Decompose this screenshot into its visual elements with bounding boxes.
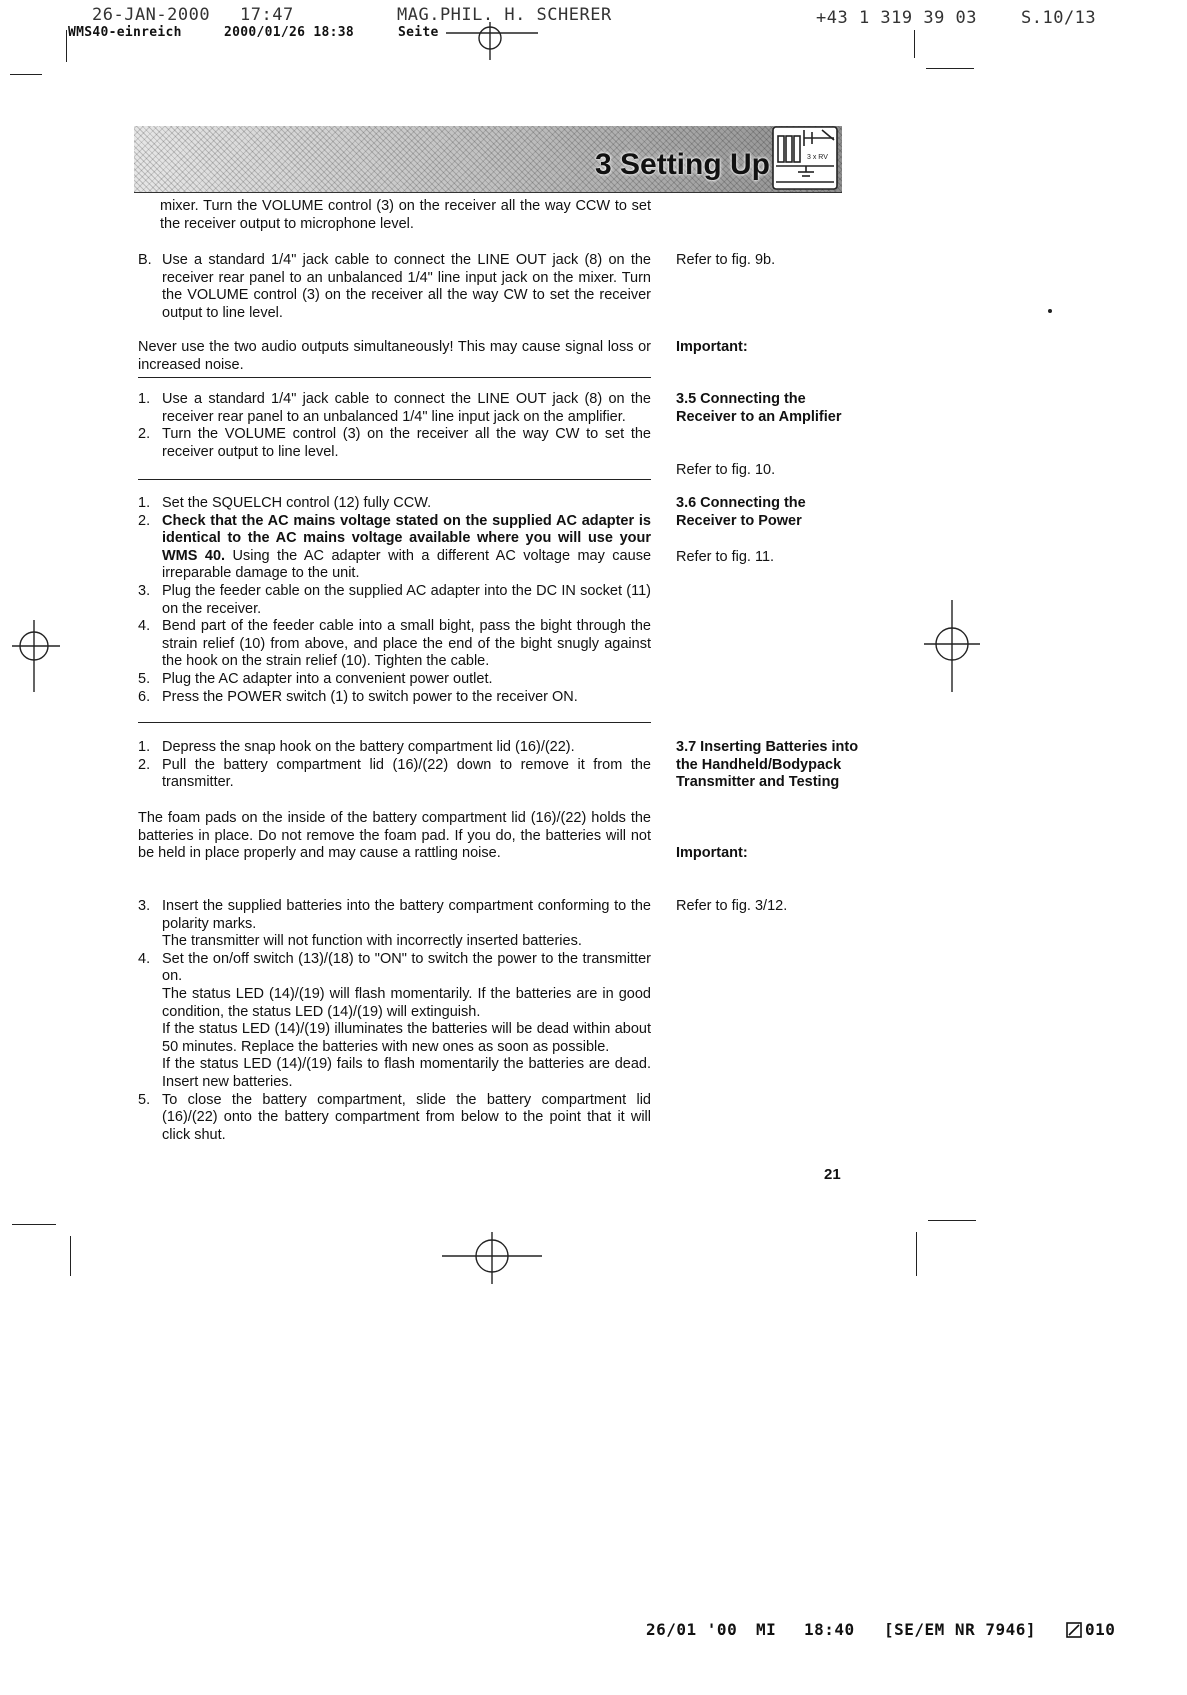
- registration-mark-left: [12, 620, 60, 700]
- crop-mark: [928, 1220, 976, 1221]
- section-37-steps-b: [138, 898, 651, 1144]
- crop-mark: [12, 1224, 56, 1225]
- section-37-steps-a: [138, 739, 651, 792]
- step-paragraph: If the status LED (14)/(19) fails to flash momentarily the batteries are dead. Insert new batteries.: [162, 1056, 651, 1090]
- fax-header-sender: MAG.PHIL. H. SCHERER: [397, 5, 612, 25]
- svg-text:3 x RV: 3 x RV: [807, 154, 828, 161]
- registration-mark-bottom: [442, 1228, 542, 1288]
- divider: [138, 479, 651, 480]
- circuit-icon: [772, 126, 838, 190]
- page-number: 21: [824, 1166, 841, 1183]
- doc-date: 2000/01/26 18:38: [224, 25, 355, 40]
- fax-header-phone: +43 1 319 39 03: [816, 8, 978, 28]
- step-paragraph: To close the battery compartment, slide the battery compartment lid (16)/(22) onto the battery compartment from below to the point that it will click shut.: [162, 1091, 651, 1143]
- crop-mark: [926, 68, 974, 69]
- crop-mark: [66, 30, 67, 62]
- step-text: Plug the feeder cable on the supplied AC adapter into the DC IN socket (11) on the receiver.: [162, 582, 651, 617]
- fax-header-date: 26-JAN-2000: [92, 5, 211, 25]
- crop-mark: [916, 1232, 917, 1276]
- checkbox-icon: [1066, 1622, 1082, 1638]
- step-paragraph: The status LED (14)/(19) will flash momentarily. If the batteries are in good condition, the status LED (14)/(19) will extinguish.: [162, 985, 651, 1020]
- fax-footer-date: 26/01 '00: [646, 1620, 738, 1639]
- step-number: 3.: [138, 582, 151, 599]
- step-number: 1.: [138, 739, 151, 755]
- section-35-step: [138, 391, 651, 426]
- doc-name: WMS40-einreich: [68, 25, 182, 40]
- step-number: 4.: [138, 618, 151, 635]
- scan-dot: [1048, 309, 1052, 313]
- step-number: 5.: [138, 670, 151, 687]
- fax-header-page: S.10/13: [1021, 8, 1097, 28]
- step-text: Bend part of the feeder cable into a small bight, pass the bight through the strain relief (10) from above, and place the end of the bight snugly against the hook on the strain relief (10). Tighten the cable.: [162, 618, 651, 670]
- fax-footer-sheet-number: 010: [1085, 1620, 1116, 1639]
- step-number: 5.: [138, 1091, 151, 1108]
- step-number: 1.: [138, 495, 151, 511]
- section-35-step: [138, 426, 651, 461]
- step-b-label: B.: [138, 252, 152, 268]
- step-text: [162, 898, 651, 951]
- step-text: Turn the VOLUME control (3) on the receiver all the way CW to set the receiver output to line level.: [162, 426, 651, 460]
- step-text: Set the SQUELCH control (12) fully CCW.: [162, 495, 432, 511]
- crop-mark: [70, 1236, 71, 1276]
- divider: [138, 722, 651, 723]
- step-paragraph: The transmitter will not function with incorrectly inserted batteries.: [162, 933, 582, 950]
- section-37a-step: [138, 739, 651, 757]
- fax-footer-sheet: [1066, 1620, 1115, 1639]
- intro-text: mixer. Turn the VOLUME control (3) on the receiver all the way CCW to set the receiver output to microphone level.: [160, 198, 651, 232]
- important-2-text: The foam pads on the inside of the battery compartment lid (16)/(22) holds the batteries in place. Do not remove the foam pad. If you do, the batteries will not be held in place properly and may cause a rattling noise.: [138, 810, 651, 862]
- section-37-ref: Refer to fig. 3/12.: [676, 898, 788, 914]
- step-b-text: Use a standard 1/4" jack cable to connect the LINE OUT jack (8) on the receiver rear panel to an unbalanced 1/4" line input jack on the mixer. Turn the VOLUME control (3) on the receiver all the way CW to set the receiver output to line level.: [162, 252, 651, 321]
- section-36-step: [138, 689, 651, 707]
- step-text: Check that the AC mains voltage stated on the supplied AC adapter is identical to the AC mains voltage available where you will use your WMS 40. Using the AC adapter with a different AC voltage may cause irreparable damage to the unit.: [162, 512, 652, 582]
- important-1-text: Never use the two audio outputs simultaneously! This may cause signal loss or increased noise.: [138, 339, 651, 373]
- step-text: Depress the snap hook on the battery compartment lid (16)/(22).: [162, 739, 575, 755]
- section-36-step: [138, 495, 651, 513]
- section-36-step: [138, 513, 651, 583]
- registration-mark-right: [924, 600, 980, 692]
- fax-header-time: 17:47: [240, 5, 294, 25]
- section-36-title: 3.6 Connecting the Receiver to Power: [676, 495, 806, 529]
- step-text: Press the POWER switch (1) to switch power to the receiver ON.: [162, 688, 578, 705]
- step-text: Plug the AC adapter into a convenient power outlet.: [162, 670, 493, 687]
- important-2-label: Important:: [676, 845, 748, 861]
- step-b-ref: Refer to fig. 9b.: [676, 252, 776, 268]
- step-text: [162, 951, 651, 1092]
- crop-mark: [10, 74, 42, 75]
- section-36-step: [138, 583, 651, 618]
- step-number: 2.: [138, 426, 151, 443]
- registration-mark-top: [446, 18, 538, 62]
- step-paragraph: If the status LED (14)/(19) illuminates the batteries will be dead within about 50 minutes. Replace the batteries with new ones as soon as possible.: [162, 1021, 651, 1055]
- step-paragraph: Set the on/off switch (13)/(18) to "ON" to switch the power to the transmitter on.: [162, 950, 651, 985]
- section-36-step: [138, 671, 651, 689]
- step-number: 4.: [138, 950, 151, 967]
- step-text: [162, 1092, 651, 1145]
- step-number: 6.: [138, 688, 151, 705]
- step-number: 2.: [138, 756, 151, 773]
- step-paragraph: Insert the supplied batteries into the battery compartment conforming to the polarity marks.: [162, 898, 651, 932]
- section-title: 3 Setting Up: [594, 148, 770, 181]
- step-number: 1.: [138, 391, 151, 407]
- important-1-label: Important:: [676, 339, 748, 355]
- section-37-title: 3.7 Inserting Batteries into the Handheld/Bodypack Transmitter and Testing: [676, 739, 859, 791]
- section-36-ref: Refer to fig. 11.: [676, 549, 775, 565]
- step-b: [138, 252, 651, 322]
- step-number: 3.: [138, 898, 151, 914]
- section-36-steps: [138, 495, 651, 706]
- divider: [138, 377, 651, 378]
- section-banner: [134, 126, 842, 193]
- section-37b-step: [138, 951, 651, 1092]
- section-35-ref: Refer to fig. 10.: [676, 462, 776, 478]
- section-37b-step: [138, 898, 651, 951]
- fax-footer-day: MI: [756, 1620, 777, 1639]
- step-text: Pull the battery compartment lid (16)/(22) down to remove it from the transmitter.: [162, 756, 651, 791]
- section-36-step: [138, 618, 651, 671]
- seite-label: Seite: [398, 25, 439, 40]
- section-37a-step: [138, 757, 651, 792]
- fax-footer-time: 18:40: [804, 1620, 855, 1639]
- section-35-steps: [138, 391, 651, 461]
- step-number: 2.: [138, 512, 151, 529]
- step-warning: Check that the AC mains voltage stated on the supplied AC adapter is identical to the AC mains voltage available where you will use your WMS 40.: [162, 512, 651, 564]
- section-37b-step: [138, 1092, 651, 1145]
- fax-footer-id: [SE/EM NR 7946]: [884, 1620, 1036, 1639]
- crop-mark: [914, 30, 915, 58]
- step-text: Use a standard 1/4" jack cable to connect the LINE OUT jack (8) on the receiver rear panel to an unbalanced 1/4" line input jack on the amplifier.: [162, 391, 651, 425]
- section-35-title: 3.5 Connecting the Receiver to an Amplifier: [676, 391, 842, 425]
